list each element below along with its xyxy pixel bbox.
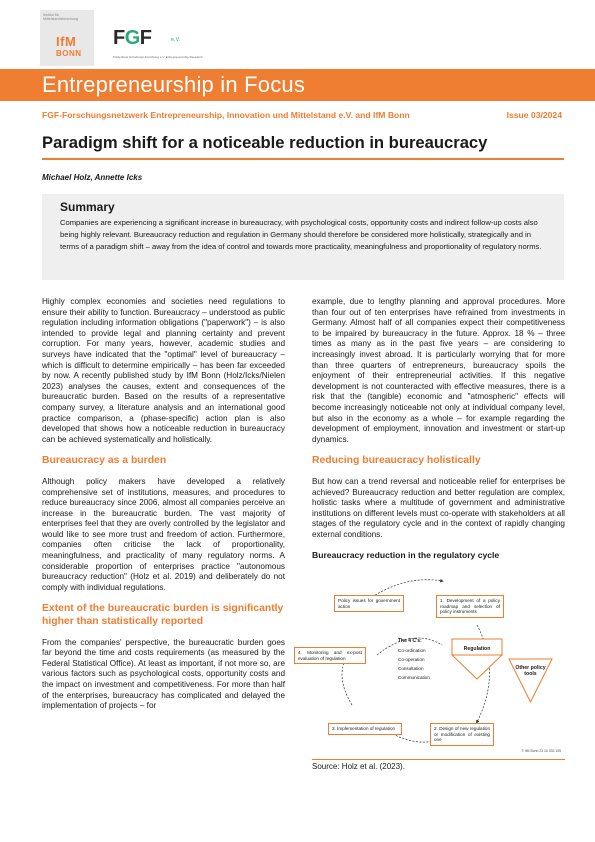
- regulation-label: Regulation: [463, 646, 491, 653]
- left-column: [42, 297, 285, 722]
- figure-source: Source: Holz et al. (2023).: [312, 762, 405, 772]
- fgf-logo-ev: e.V.: [171, 37, 181, 43]
- step-3-box: 3. Implementation of regulation: [328, 723, 402, 735]
- publisher-name: FGF-Forschungsnetzwerk Entrepreneurship, Innovation und Mittelstand e.V. and IfM Bonn: [42, 110, 410, 120]
- fgf-logo: [113, 27, 253, 62]
- continuation-paragraph: example, due to lengthy planning and approval procedures. More than four out of ten enterprises have refrained from investments in Germany. Almost half of all companies expect their competitiveness to be impaired by bureaucracy in the future. Approx. 18 % – three times as many as in the past five years – are considering to increasingly invest abroad. It is particularly worrying that for more than three quarters of entrepreneurs, bureaucracy spoils the enjoyment of their entrepreneurial activities. If this negative development is not counteracted with effective measures, there is a risk that the (tangible) economic and "atmospheric" effects will become increasingly noticeable not only at individual company level, but also in the economy as a whole – for example regarding the development of employment, innovation and investment or start-up dynamics.: [312, 297, 565, 444]
- four-cs-list: [398, 637, 430, 682]
- figure-title: Bureaucracy reduction in the regulatory cycle: [312, 550, 500, 561]
- fgf-logo-letters: FGF: [113, 27, 152, 49]
- intro-paragraph: Highly complex economies and societies need regulations to ensure their ability to function. Bureaucracy – understood as public regulation including information obligations ("paperwork") – is also intended to provide legal and planning certainty and prevent corruption. For many years, however, academic studies and surveys have indicated that the "optimal" level of bureaucracy – which is difficult to determine empirically – has been far exceeded by now. A recently published study by IfM Bonn (Holz/Icks/Nielen 2023) analyses the causes, extent and consequences of the bureaucratic burden. Based on the results of a representative company survey, a literature analysis and an international good practice comparison, a (phase-specific) action plan is also developed that shows how a noticeable reduction in bureaucracy can be achieved systematically and holistically.: [42, 297, 285, 444]
- step-4-box: 4. Monitoring and ex-post evaluation of regulation: [294, 647, 366, 664]
- section-heading-extent: Extent of the bureaucratic burden is significantly higher than statistically reported: [42, 603, 284, 628]
- extent-paragraph: From the companies' perspective, the bureaucratic burden goes far beyond the time and costs requirements (as measured by the Federal Statistical Office). At least as important, if not more so, are various factors such as psychological costs, opportunity costs and the impact on investment and competitiveness. For more than half of the enterprises, bureaucracy has complicated and delayed the implementation of projects – for: [42, 637, 285, 711]
- section-heading-burden: Bureaucracy as a burden: [42, 455, 167, 467]
- step-1-box: 1. Development of a policy roadmap and selection of policy instruments: [436, 595, 504, 618]
- publisher-line: [42, 110, 562, 122]
- issue-number: Issue 03/2024: [506, 110, 562, 120]
- authors: Michael Holz, Annette Icks: [42, 173, 143, 182]
- publication-title: Entrepreneurship in Focus: [42, 72, 306, 97]
- title-band: [0, 69, 595, 101]
- four-cs-item: Consultation: [398, 666, 424, 672]
- four-cs-item: Co-ordination: [398, 648, 426, 654]
- summary-box: [42, 194, 564, 280]
- article-title: Paradigm shift for a noticeable reduction in bureaucracy: [42, 133, 488, 152]
- holistic-paragraph: But how can a trend reversal and noticeable relief for enterprises be achieved? Bureaucracy reduction and better regulation are complex, holistic tasks where a multitude of government and administrative institutions on different levels must co-operate with stakeholders at all stages of the regulatory cycle and in the context of rapidly changing external conditions.: [312, 476, 565, 539]
- regulation-triangle: [452, 655, 502, 679]
- four-cs-item: Communication: [398, 675, 430, 681]
- right-column: [298, 297, 565, 773]
- ifm-institute-text: Institut für Mittelstandsforschung: [43, 13, 78, 22]
- four-cs-item: Co-operation: [398, 657, 425, 663]
- burden-paragraph: Although policy makers have developed a relatively comprehensive set of institutions, measures, and procedures to reduce bureaucracy since 2006, almost all companies perceive an increase in the bureaucratic burden. The vast majority of enterprises feel that they are overly controlled by the legislator and would like to see more trust and freedom of action. Furthermore, companies often criticise the lack of proportionality, meaningfulness, and practicality of many regulatory norms. A considerable proportion of enterprises practice "autonomous bureaucracy reduction" (Holz et al. 2019) and deliberately do not comply with individual regulations.: [42, 476, 285, 592]
- figure-copyright: © IfM Bonn 23 16 033 105: [521, 749, 561, 754]
- fgf-logo-subtitle: Förderkreis Gründungs-Forschung e.V. Entrepreneurship Research: [113, 55, 203, 59]
- ifm-logo-name: IfM: [56, 34, 77, 49]
- policy-issues-box: Policy issues for government action: [334, 595, 404, 612]
- summary-text: Companies are experiencing a significant increase in bureaucracy, with psychological costs, opportunity costs and indirect follow-up costs also being highly relevant. Bureaucracy reduction and regulation in Germany should therefore be considered more holistically, strategically and in terms of a paradigm shift – away from the idea of control and towards more practicality, meaningfulness and proportionality of regulatory norms.: [60, 218, 542, 251]
- ifm-logo-city: BONN: [56, 49, 82, 58]
- summary-heading: Summary: [60, 200, 115, 214]
- four-cs-title: The 4 C's:: [398, 638, 422, 645]
- step-2-box: 2. Design of new regulation or modification of existing one: [430, 723, 494, 746]
- ifm-bonn-logo: [40, 10, 94, 66]
- title-divider: [42, 158, 564, 160]
- other-tools-label: Other policy tools: [515, 665, 546, 678]
- regulatory-cycle-diagram: [298, 567, 565, 760]
- section-heading-holistic: Reducing bureaucracy holistically: [312, 455, 481, 467]
